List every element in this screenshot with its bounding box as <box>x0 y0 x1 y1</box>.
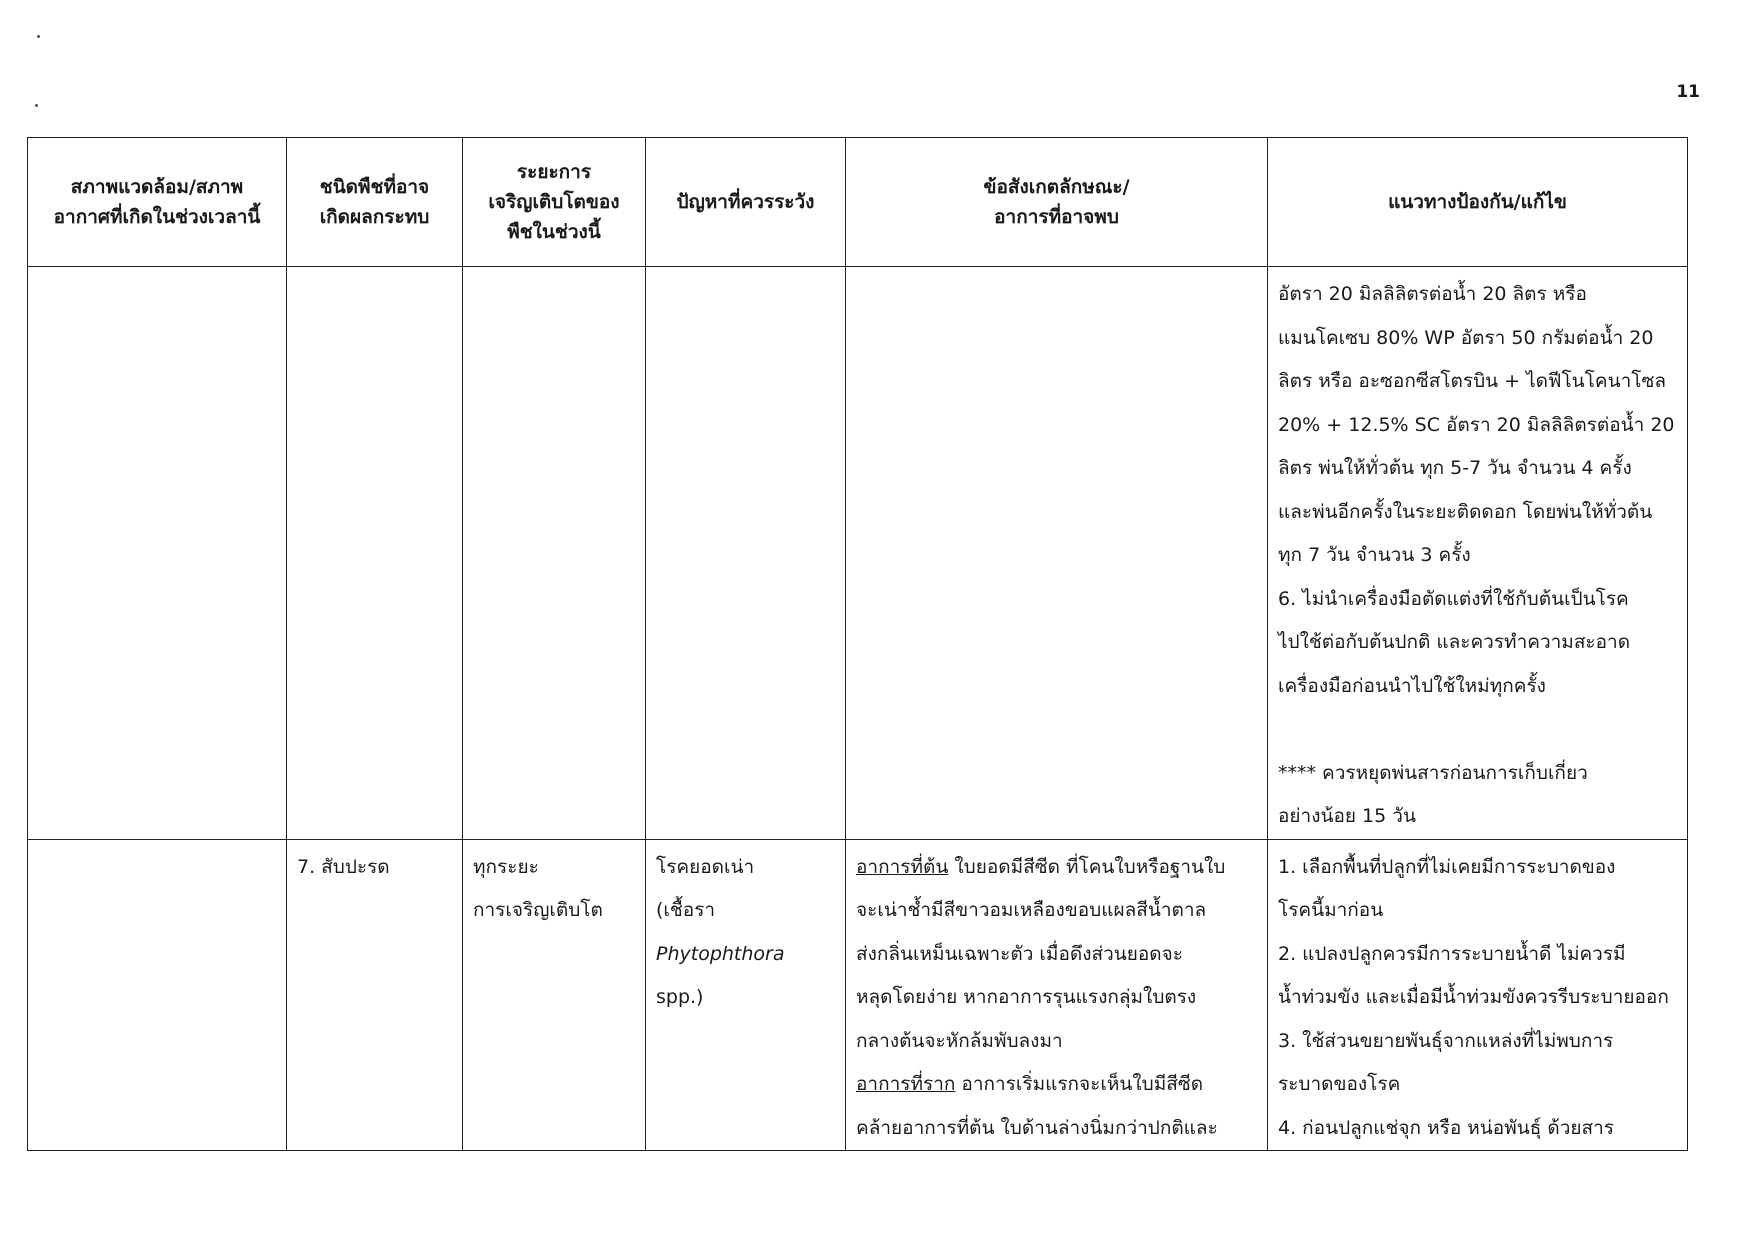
prevention-line: อย่างน้อย 15 วัน <box>1278 805 1416 827</box>
header-line: อากาศที่เกิดในช่วงเวลานี้ <box>53 206 261 228</box>
cell-growth-stage <box>463 267 646 840</box>
prevention-line: ทุก 7 วัน จำนวน 3 ครั้ง <box>1278 544 1471 566</box>
cell-crop <box>287 267 463 840</box>
table-row <box>28 839 1688 1151</box>
prevention-line: แมนโคเซบ 80% WP อัตรา 50 กรัมต่อน้ำ 20 <box>1278 326 1654 349</box>
header-crop <box>287 138 463 267</box>
stem-symptom-label: อาการที่ต้น <box>856 855 949 878</box>
header-prevention <box>1268 138 1688 267</box>
cell-symptoms <box>846 839 1268 1151</box>
stage-line: การเจริญเติบโต <box>473 899 603 921</box>
prevention-line: ลิตร พ่นให้ทั่วต้น ทุก 5-7 วัน จำนวน 4 ครั้ง <box>1278 457 1632 479</box>
symptom-line <box>856 846 1261 890</box>
header-growth-stage <box>463 138 646 267</box>
pathogen-species: spp.) <box>656 986 704 1008</box>
pathogen-genus: Phytophthora <box>656 942 785 965</box>
header-line: ระยะการ <box>516 161 592 183</box>
header-line: พืชในช่วงนี้ <box>507 221 601 243</box>
prevention-line: ลิตร หรือ อะซอกซีสโตรบิน + ไดฟีโนโคนาโซล <box>1278 370 1666 392</box>
root-symptom-label: อาการที่ราก <box>856 1073 956 1095</box>
header-line: สภาพแวดล้อม/สภาพ <box>70 176 244 198</box>
cell-problem <box>646 839 846 1151</box>
table-row <box>28 267 1688 840</box>
header-line: ชนิดพืชที่อาจ <box>319 176 430 198</box>
cell-symptoms <box>846 267 1268 840</box>
symptom-line: กลางต้นจะหักล้มพับลงมา <box>856 1029 1063 1052</box>
symptom-line: จะเน่าช้ำมีสีขาวอมเหลืองขอบแผลสีน้ำตาล <box>856 899 1207 921</box>
cell-crop <box>287 839 463 1151</box>
cell-growth-stage <box>463 839 646 1151</box>
guidance-table <box>27 137 1688 1151</box>
header-line: ข้อสังเกตลักษณะ/ <box>983 176 1130 198</box>
header-line: แนวทางป้องกัน/แก้ไข <box>1388 191 1567 213</box>
header-line: อาการที่อาจพบ <box>994 206 1119 228</box>
cell-environment <box>28 267 287 840</box>
symptom-line <box>856 1063 1261 1107</box>
header-environment <box>28 138 287 267</box>
symptom-line: ส่งกลิ่นเหม็นเฉพาะตัว เมื่อดึงส่วนยอดจะ <box>856 942 1183 965</box>
header-row <box>28 138 1688 267</box>
header-line: เจริญเติบโตของ <box>488 191 620 213</box>
symptom-line: คล้ายอาการที่ต้น ใบด้านล่างนิ่มกว่าปกติและ <box>856 1116 1218 1139</box>
header-line: เกิดผลกระทบ <box>319 206 430 228</box>
prevention-line: 2. แปลงปลูกควรมีการระบายน้ำดี ไม่ควรมี <box>1278 942 1626 965</box>
prevention-line: 20% + 12.5% SC อัตรา 20 มิลลิลิตรต่อน้ำ 20 <box>1278 413 1675 436</box>
prevention-line: **** ควรหยุดพ่นสารก่อนการเก็บเกี่ยว <box>1278 761 1588 784</box>
cell-prevention <box>1268 839 1688 1151</box>
cell-problem <box>646 267 846 840</box>
scan-speck <box>37 35 40 38</box>
pathogen-prefix: (เชื้อรา <box>656 899 716 921</box>
prevention-line: น้ำท่วมขัง และเมื่อมีน้ำท่วมขังควรรีบระบายออก <box>1278 986 1669 1008</box>
symptom-line: หลุดโดยง่าย หากอาการรุนแรงกลุ่มใบตรง <box>856 986 1197 1008</box>
header-problem <box>646 138 846 267</box>
scan-speck <box>35 104 38 107</box>
prevention-line: 6. ไม่นำเครื่องมือตัดแต่งที่ใช้กับต้นเป็นโรค <box>1278 587 1629 610</box>
prevention-line: 1. เลือกพื้นที่ปลูกที่ไม่เคยมีการระบาดของ <box>1278 855 1616 878</box>
prevention-line: 4. ก่อนปลูกแช่จุก หรือ หน่อพันธุ์ ด้วยสาร <box>1278 1116 1614 1139</box>
cell-environment <box>28 839 287 1151</box>
disease-name: โรคยอดเน่า <box>656 855 755 878</box>
page-number: 11 <box>1676 82 1700 102</box>
cell-prevention <box>1268 267 1688 840</box>
prevention-line: เครื่องมือก่อนนำไปใช้ใหม่ทุกครั้ง <box>1278 674 1546 697</box>
header-line: ปัญหาที่ควรระวัง <box>676 191 815 213</box>
prevention-line: โรคนี้มาก่อน <box>1278 899 1384 921</box>
prevention-line: และพ่นอีกครั้งในระยะติดดอก โดยพ่นให้ทั่วต้น <box>1278 500 1653 523</box>
stage-line: ทุกระยะ <box>473 855 539 878</box>
header-symptoms <box>846 138 1268 267</box>
prevention-line: ไปใช้ต่อกับต้นปกติ และควรทำความสะอาด <box>1278 631 1631 653</box>
prevention-line-blank <box>1278 708 1681 752</box>
prevention-line: อัตรา 20 มิลลิลิตรต่อน้ำ 20 ลิตร หรือ <box>1278 283 1587 305</box>
symptom-text: อาการเริ่มแรกจะเห็นใบมีสีซีด <box>955 1073 1204 1095</box>
prevention-line: 3. ใช้ส่วนขยายพันธุ์จากแหล่งที่ไม่พบการ <box>1278 1029 1614 1052</box>
symptom-text: ใบยอดมีสีซีด ที่โคนใบหรือฐานใบ <box>948 855 1226 878</box>
crop-name: 7. สับปะรด <box>297 855 390 878</box>
prevention-line: ระบาดของโรค <box>1278 1073 1401 1095</box>
